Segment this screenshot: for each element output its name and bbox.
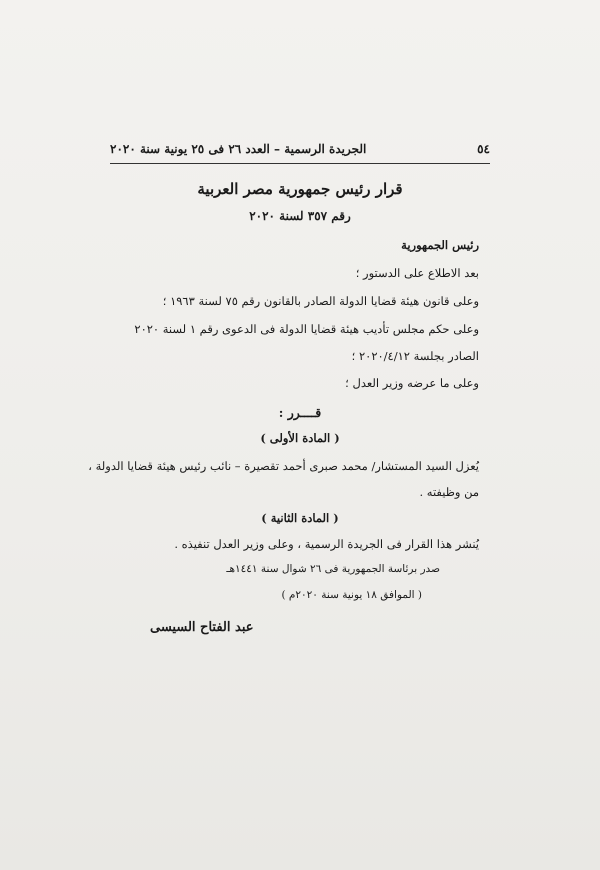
preamble-minister: وعلى ما عرضه وزير العدل ؛ (345, 376, 479, 390)
article-1-text-cont: من وظيفته . (419, 485, 479, 499)
decree-number: رقم ٣٥٧ لسنة ٢٠٢٠ (249, 209, 351, 223)
signature: عبد الفتاح السيسى (150, 620, 254, 635)
preamble-council-session: الصادر بجلسة ٢٠٢٠/٤/١٢ ؛ (351, 349, 479, 363)
article-2-heading: ( المادة الثانية ) (261, 511, 339, 525)
header-divider (110, 163, 490, 164)
issued-hijri-date: صدر برئاسة الجمهورية فى ٢٦ شوال سنة ١٤٤١هـ (226, 563, 440, 575)
article-1-heading: ( المادة الأولى ) (260, 431, 340, 445)
article-1-text: يُعزل السيد المستشار/ محمد صبرى أحمد تقصيرة – نائب رئيس هيئة قضايا الدولة ، (88, 459, 479, 473)
decree-title: قرار رئيس جمهورية مصر العربية (197, 180, 403, 198)
page-number: ٥٤ (477, 142, 490, 156)
page-header (110, 142, 490, 156)
addressee: رئيس الجمهورية (401, 238, 479, 252)
gazette-issue-line: الجريدة الرسمية – العدد ٢٦ فى ٢٥ يونية سنة ٢٠٢٠ (110, 142, 367, 156)
decided-heading: قــــرر : (278, 405, 322, 420)
preamble-law: وعلى قانون هيئة قضايا الدولة الصادر بالقانون رقم ٧٥ لسنة ١٩٦٣ ؛ (162, 294, 479, 308)
preamble-council-judgment: وعلى حكم مجلس تأديب هيئة قضايا الدولة فى الدعوى رقم ١ لسنة ٢٠٢٠ (134, 322, 479, 336)
article-2-text: يُنشر هذا القرار فى الجريدة الرسمية ، وعلى وزير العدل تنفيذه . (174, 537, 479, 551)
issued-gregorian-date: ( الموافق ١٨ يونية سنة ٢٠٢٠م ) (281, 589, 422, 601)
preamble-constitution: بعد الاطلاع على الدستور ؛ (355, 266, 479, 280)
